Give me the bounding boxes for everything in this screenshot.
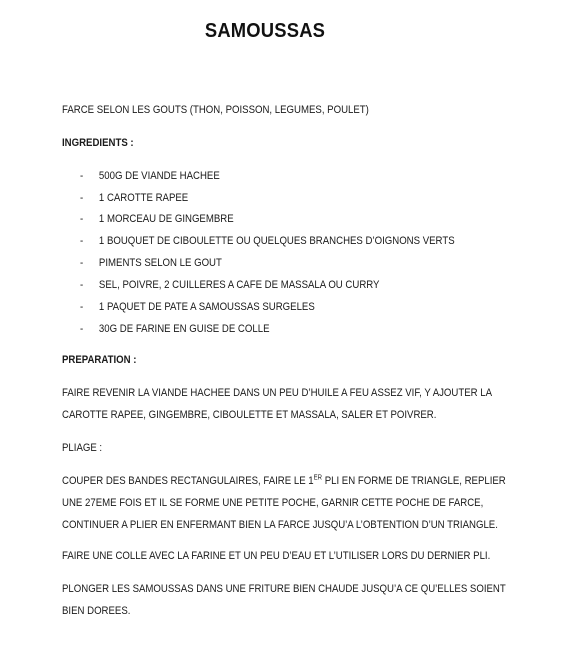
ingredient-item [80,191,188,205]
ingredient-text: PIMENTS SELON LE GOUT [98,257,222,269]
list-bullet: - [80,257,84,269]
ingredient-item [80,234,455,248]
list-bullet: - [80,235,84,247]
recipe-title: SAMOUSSAS [204,20,326,42]
pliage-line: CONTINUER A PLIER EN ENFERMANT BIEN LA FARCE JUSQU’A L’OBTENTION D’UN TRIANGLE. [62,519,498,531]
colle-line: FAIRE UNE COLLE AVEC LA FARINE ET UN PEU D’EAU ET L’UTILISER LORS DU DERNIER PLI. [62,550,491,562]
preparation-line: CAROTTE RAPEE, GINGEMBRE, CIBOULETTE ET MASSALA, SALER ET POIVRER. [62,409,437,421]
ingredient-text: 30G DE FARINE EN GUISE DE COLLE [98,323,270,335]
ingredient-item [80,212,234,226]
list-bullet: - [80,323,84,335]
pliage-text: COUPER DES BANDES RECTANGULAIRES, FAIRE LE 1 [62,475,314,487]
superscript-er: ER [313,474,323,482]
ingredient-item [80,278,379,292]
ingredient-item [80,300,315,314]
farce-line: FARCE SELON LES GOUTS (THON, POISSON, LEGUMES, POULET) [62,104,369,116]
ingredient-text: 1 PAQUET DE PATE A SAMOUSSAS SURGELES [98,301,315,313]
ingredient-item [80,322,269,336]
ingredient-text: 1 BOUQUET DE CIBOULETTE OU QUELQUES BRANCHES D’OIGNONS VERTS [98,235,455,247]
pliage-heading: PLIAGE : [62,442,103,454]
ingredient-item [80,169,220,183]
ingredient-text: 1 MORCEAU DE GINGEMBRE [98,213,234,225]
pliage-text: PLI EN FORME DE TRIANGLE, REPLIER [322,475,506,487]
ingredient-text: SEL, POIVRE, 2 CUILLERES A CAFE DE MASSALA OU CURRY [98,279,380,291]
plonger-line: BIEN DOREES. [62,605,131,617]
ingredient-item [80,256,222,270]
list-bullet: - [80,213,84,225]
plonger-line: PLONGER LES SAMOUSSAS DANS UNE FRITURE BIEN CHAUDE JUSQU’A CE QU’ELLES SOIENT [62,583,506,595]
pliage-line [62,474,506,488]
list-bullet: - [80,192,84,204]
ingredient-text: 500G DE VIANDE HACHEE [98,170,220,182]
ingredients-heading: INGREDIENTS : [62,137,134,149]
preparation-line: FAIRE REVENIR LA VIANDE HACHEE DANS UN PEU D’HUILE A FEU ASSEZ VIF, Y AJOUTER LA [62,387,493,399]
list-bullet: - [80,279,84,291]
list-bullet: - [80,170,84,182]
list-bullet: - [80,301,84,313]
preparation-heading: PREPARATION : [62,354,137,366]
ingredient-text: 1 CAROTTE RAPEE [98,192,189,204]
pliage-line: UNE 27EME FOIS ET IL SE FORME UNE PETITE POCHE, GARNIR CETTE POCHE DE FARCE, [62,497,484,509]
